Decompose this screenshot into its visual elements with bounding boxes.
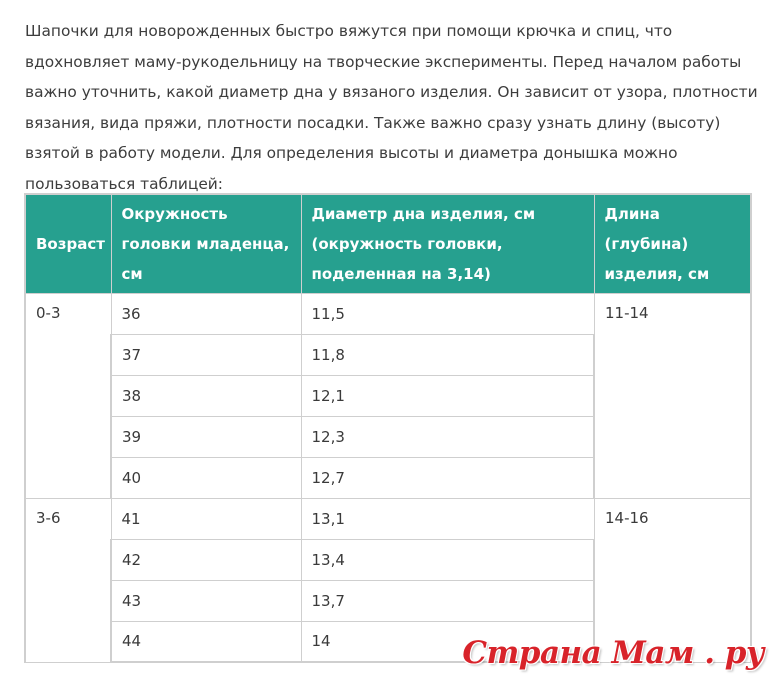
length-cell: 14-16 [594,498,751,662]
circumference-cell: 38 [111,375,301,416]
age-cell: 0-3 [25,293,111,498]
table-header-row [25,194,751,293]
header-length: Длина (глубина) изделия, см [594,194,751,293]
diameter-cell: 12,1 [301,375,594,416]
header-circumference: Окружность головки младенца, см [111,194,301,293]
table-row [25,293,751,334]
circumference-cell: 41 [111,498,301,539]
circumference-cell: 36 [111,293,301,334]
circumference-cell: 39 [111,416,301,457]
size-table [24,193,752,663]
length-cell: 11-14 [594,293,751,498]
circumference-cell: 40 [111,457,301,498]
header-age: Возраст [25,194,111,293]
circumference-cell: 37 [111,334,301,375]
diameter-cell: 11,5 [301,293,594,334]
circumference-cell: 43 [111,580,301,621]
age-cell: 3-6 [25,498,111,662]
diameter-cell: 13,4 [301,539,594,580]
site-watermark: Страна Мам . ру [462,635,764,671]
diameter-cell: 14 [301,621,594,662]
diameter-cell: 13,7 [301,580,594,621]
diameter-cell: 13,1 [301,498,594,539]
diameter-cell: 11,8 [301,334,594,375]
diameter-cell: 12,3 [301,416,594,457]
header-diameter: Диаметр дна изделия, см (окружность головки, поделенная на 3,14) [301,194,594,293]
table-row [25,498,751,539]
circumference-cell: 44 [111,621,301,662]
intro-paragraph: Шапочки для новорожденных быстро вяжутся при помощи крючка и спиц, что вдохновляет маму-рукодельницу на творческие эксперименты. Перед началом работы важно уточнить, какой диаметр дна у вязаного изделия. Он зависит от узора, плотности вязания, вида пряжи, плотности посадки. Также важно сразу узнать длину (высоту) взятой в работу модели. Для определения высоты и диаметра донышка можно пользоваться таблицей: [25,22,758,193]
diameter-cell: 12,7 [301,457,594,498]
circumference-cell: 42 [111,539,301,580]
